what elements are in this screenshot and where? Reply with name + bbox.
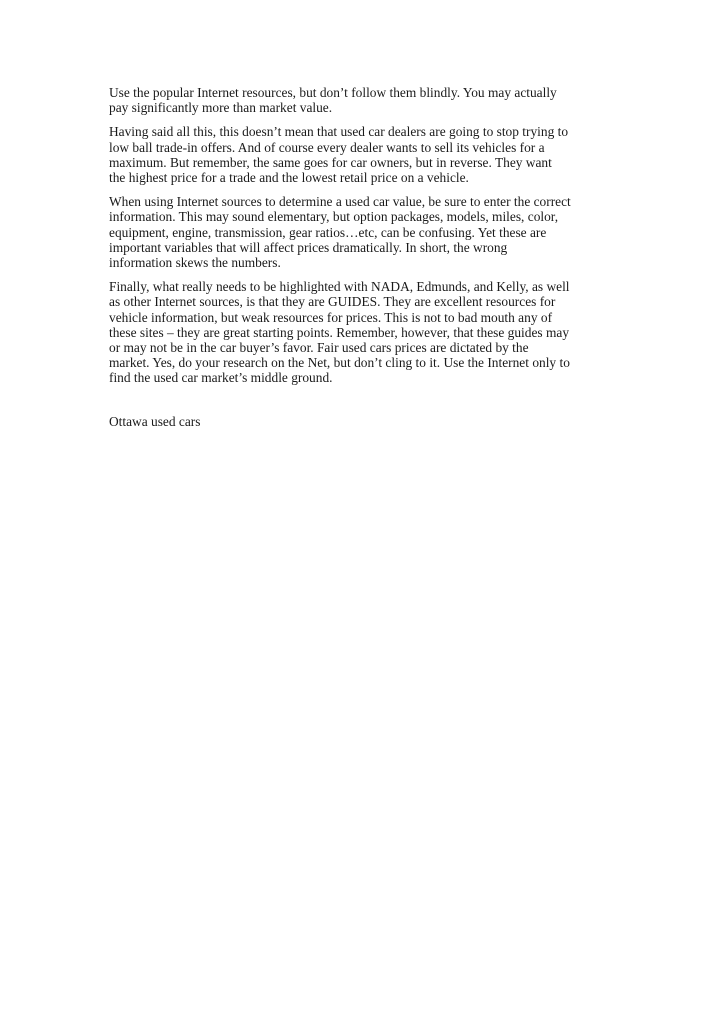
text-line: the highest price for a trade and the lowest retail price on a vehicle. [109,170,469,186]
text-line: important variables that will affect prices dramatically. In short, the wrong [109,239,508,255]
text-line: low ball trade-in offers. And of course every dealer wants to sell its vehicles for a [109,139,545,155]
document-body [109,85,624,429]
paragraph-correct-information [109,194,624,270]
text-line: or may not be in the car buyer’s favor. Fair used cars prices are dictated by the [109,340,529,356]
text-line: pay significantly more than market value. [109,100,333,116]
text-line: Having said all this, this doesn’t mean that used car dealers are going to stop trying to [109,124,569,140]
text-line: information skews the numbers. [109,255,281,271]
text-line: Finally, what really needs to be highlighted with NADA, Edmunds, and Kelly, as well [109,279,570,295]
text-line: Use the popular Internet resources, but don’t follow them blindly. You may actually [109,85,557,100]
text-line: When using Internet sources to determine a used car value, be sure to enter the correct [109,194,571,210]
paragraph-guides [109,279,624,385]
text-line: market. Yes, do your research on the Net, but don’t cling to it. Use the Internet only to [109,355,570,371]
text-line: these sites – they are great starting points. Remember, however, that these guides may [109,324,570,340]
paragraph-internet-resources [109,85,624,115]
text-line: vehicle information, but weak resources for prices. This is not to bad mouth any of [109,309,553,325]
text-line: maximum. But remember, the same goes for car owners, but in reverse. They want [109,154,552,170]
text-line: as other Internet sources, is that they are GUIDES. They are excellent resources for [109,294,556,310]
text-line: equipment, engine, transmission, gear ratios…etc, can be confusing. Yet these are [109,224,547,240]
text-line: find the used car market’s middle ground. [109,370,333,386]
footer-text: Ottawa used cars [109,413,201,429]
paragraph-dealers [109,124,624,185]
text-line: information. This may sound elementary, but option packages, models, miles, color, [109,209,559,225]
